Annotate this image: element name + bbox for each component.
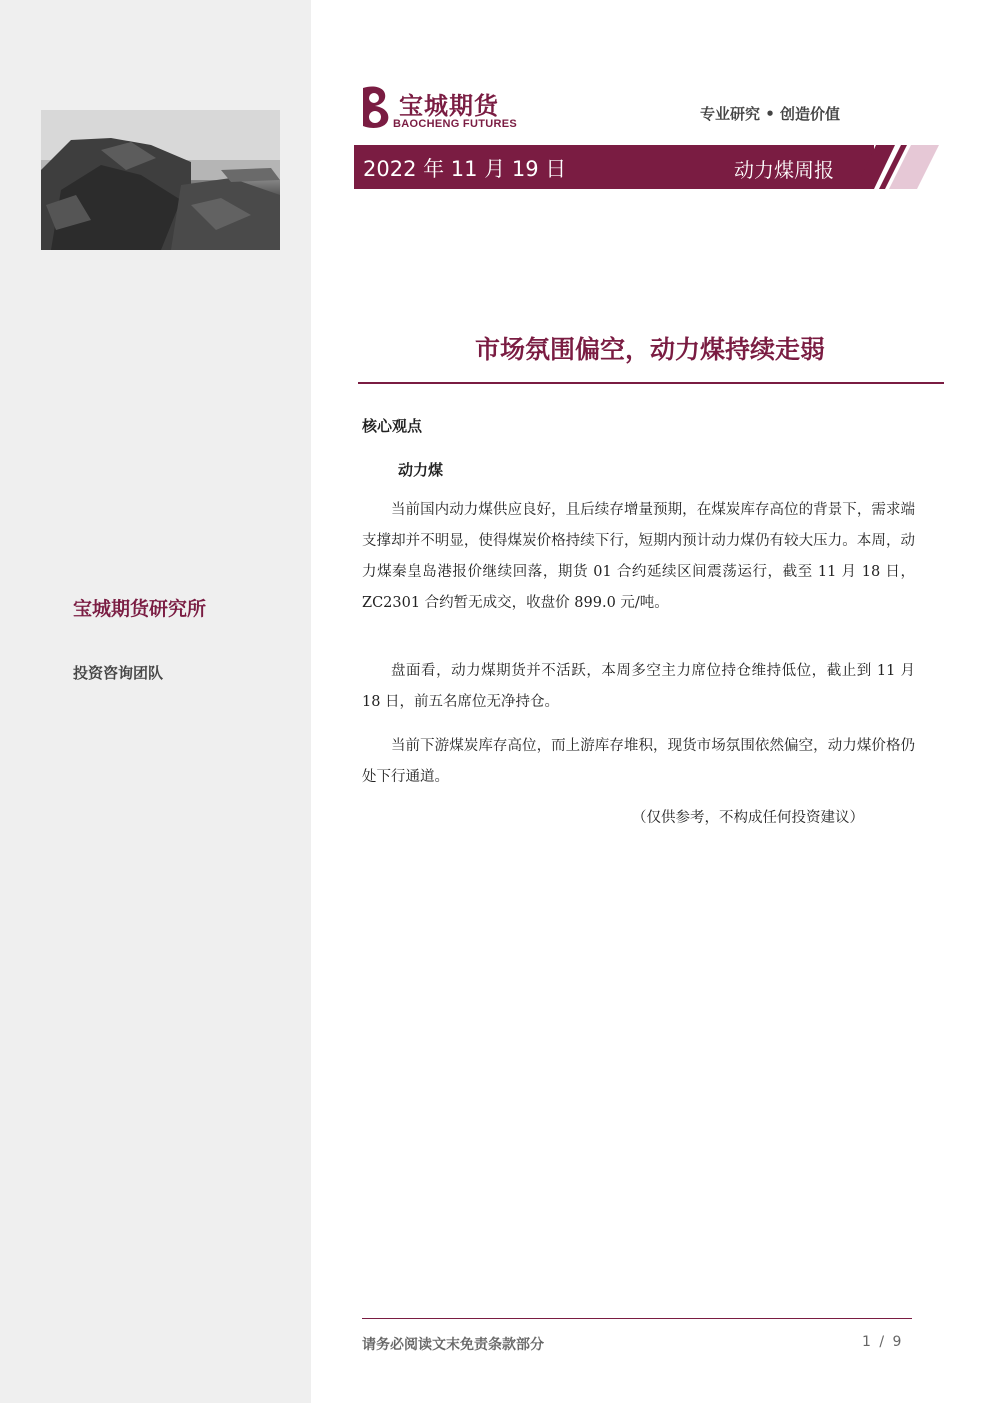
slogan: 专业研究 • 创造价值 [700, 105, 841, 123]
subsection-title: 动力煤 [398, 461, 444, 479]
sidebar [0, 0, 311, 1403]
page-number: 1 / 9 [862, 1334, 904, 1350]
coal-pile-photo [41, 110, 280, 250]
footer-divider [362, 1318, 912, 1319]
body-paragraph: 当前国内动力煤供应良好，且后续存增量预期，在煤炭库存高位的背景下，需求端支撑却并不明显，使得煤炭价格持续下行，短期内预计动力煤仍有较大压力。本周，动力煤秦皇岛港报价继续回落，期货 01 合约延续区间震荡运行，截至 11 月 18 日，ZC2301 合约暂无成交，收盘价 899.0 元/吨。 [362, 502, 915, 611]
body-paragraph: 当前下游煤炭库存高位，而上游库存堆积，现货市场氛围依然偏空，动力煤价格仍处下行通道。 [362, 738, 915, 785]
company-logo [357, 84, 537, 132]
banner-stripes-decoration [855, 145, 945, 189]
body-paragraph: 盘面看，动力煤期货并不活跃，本周多空主力席位持仓维持低位，截止到 11 月 18 日，前五名席位无净持仓。 [362, 663, 915, 710]
section-title: 核心观点 [362, 417, 423, 435]
report-date: 2022 年 11 月 19 日 [363, 157, 567, 181]
headline-divider [358, 382, 944, 384]
sidebar-org-name: 宝城期货研究所 [73, 598, 207, 620]
logo-chinese-name: 宝城期货 [399, 92, 499, 120]
logo-b-icon [357, 84, 393, 130]
sidebar-team-name: 投资咨询团队 [73, 664, 164, 682]
logo-english-name: BAOCHENG FUTURES [393, 118, 517, 130]
article-headline: 市场氛围偏空，动力煤持续走弱 [474, 335, 825, 364]
disclaimer-note: （仅供参考，不构成任何投资建议） [632, 810, 864, 826]
footer-disclaimer-notice: 请务必阅读文末免责条款部分 [362, 1337, 544, 1353]
report-type: 动力煤周报 [734, 158, 834, 182]
